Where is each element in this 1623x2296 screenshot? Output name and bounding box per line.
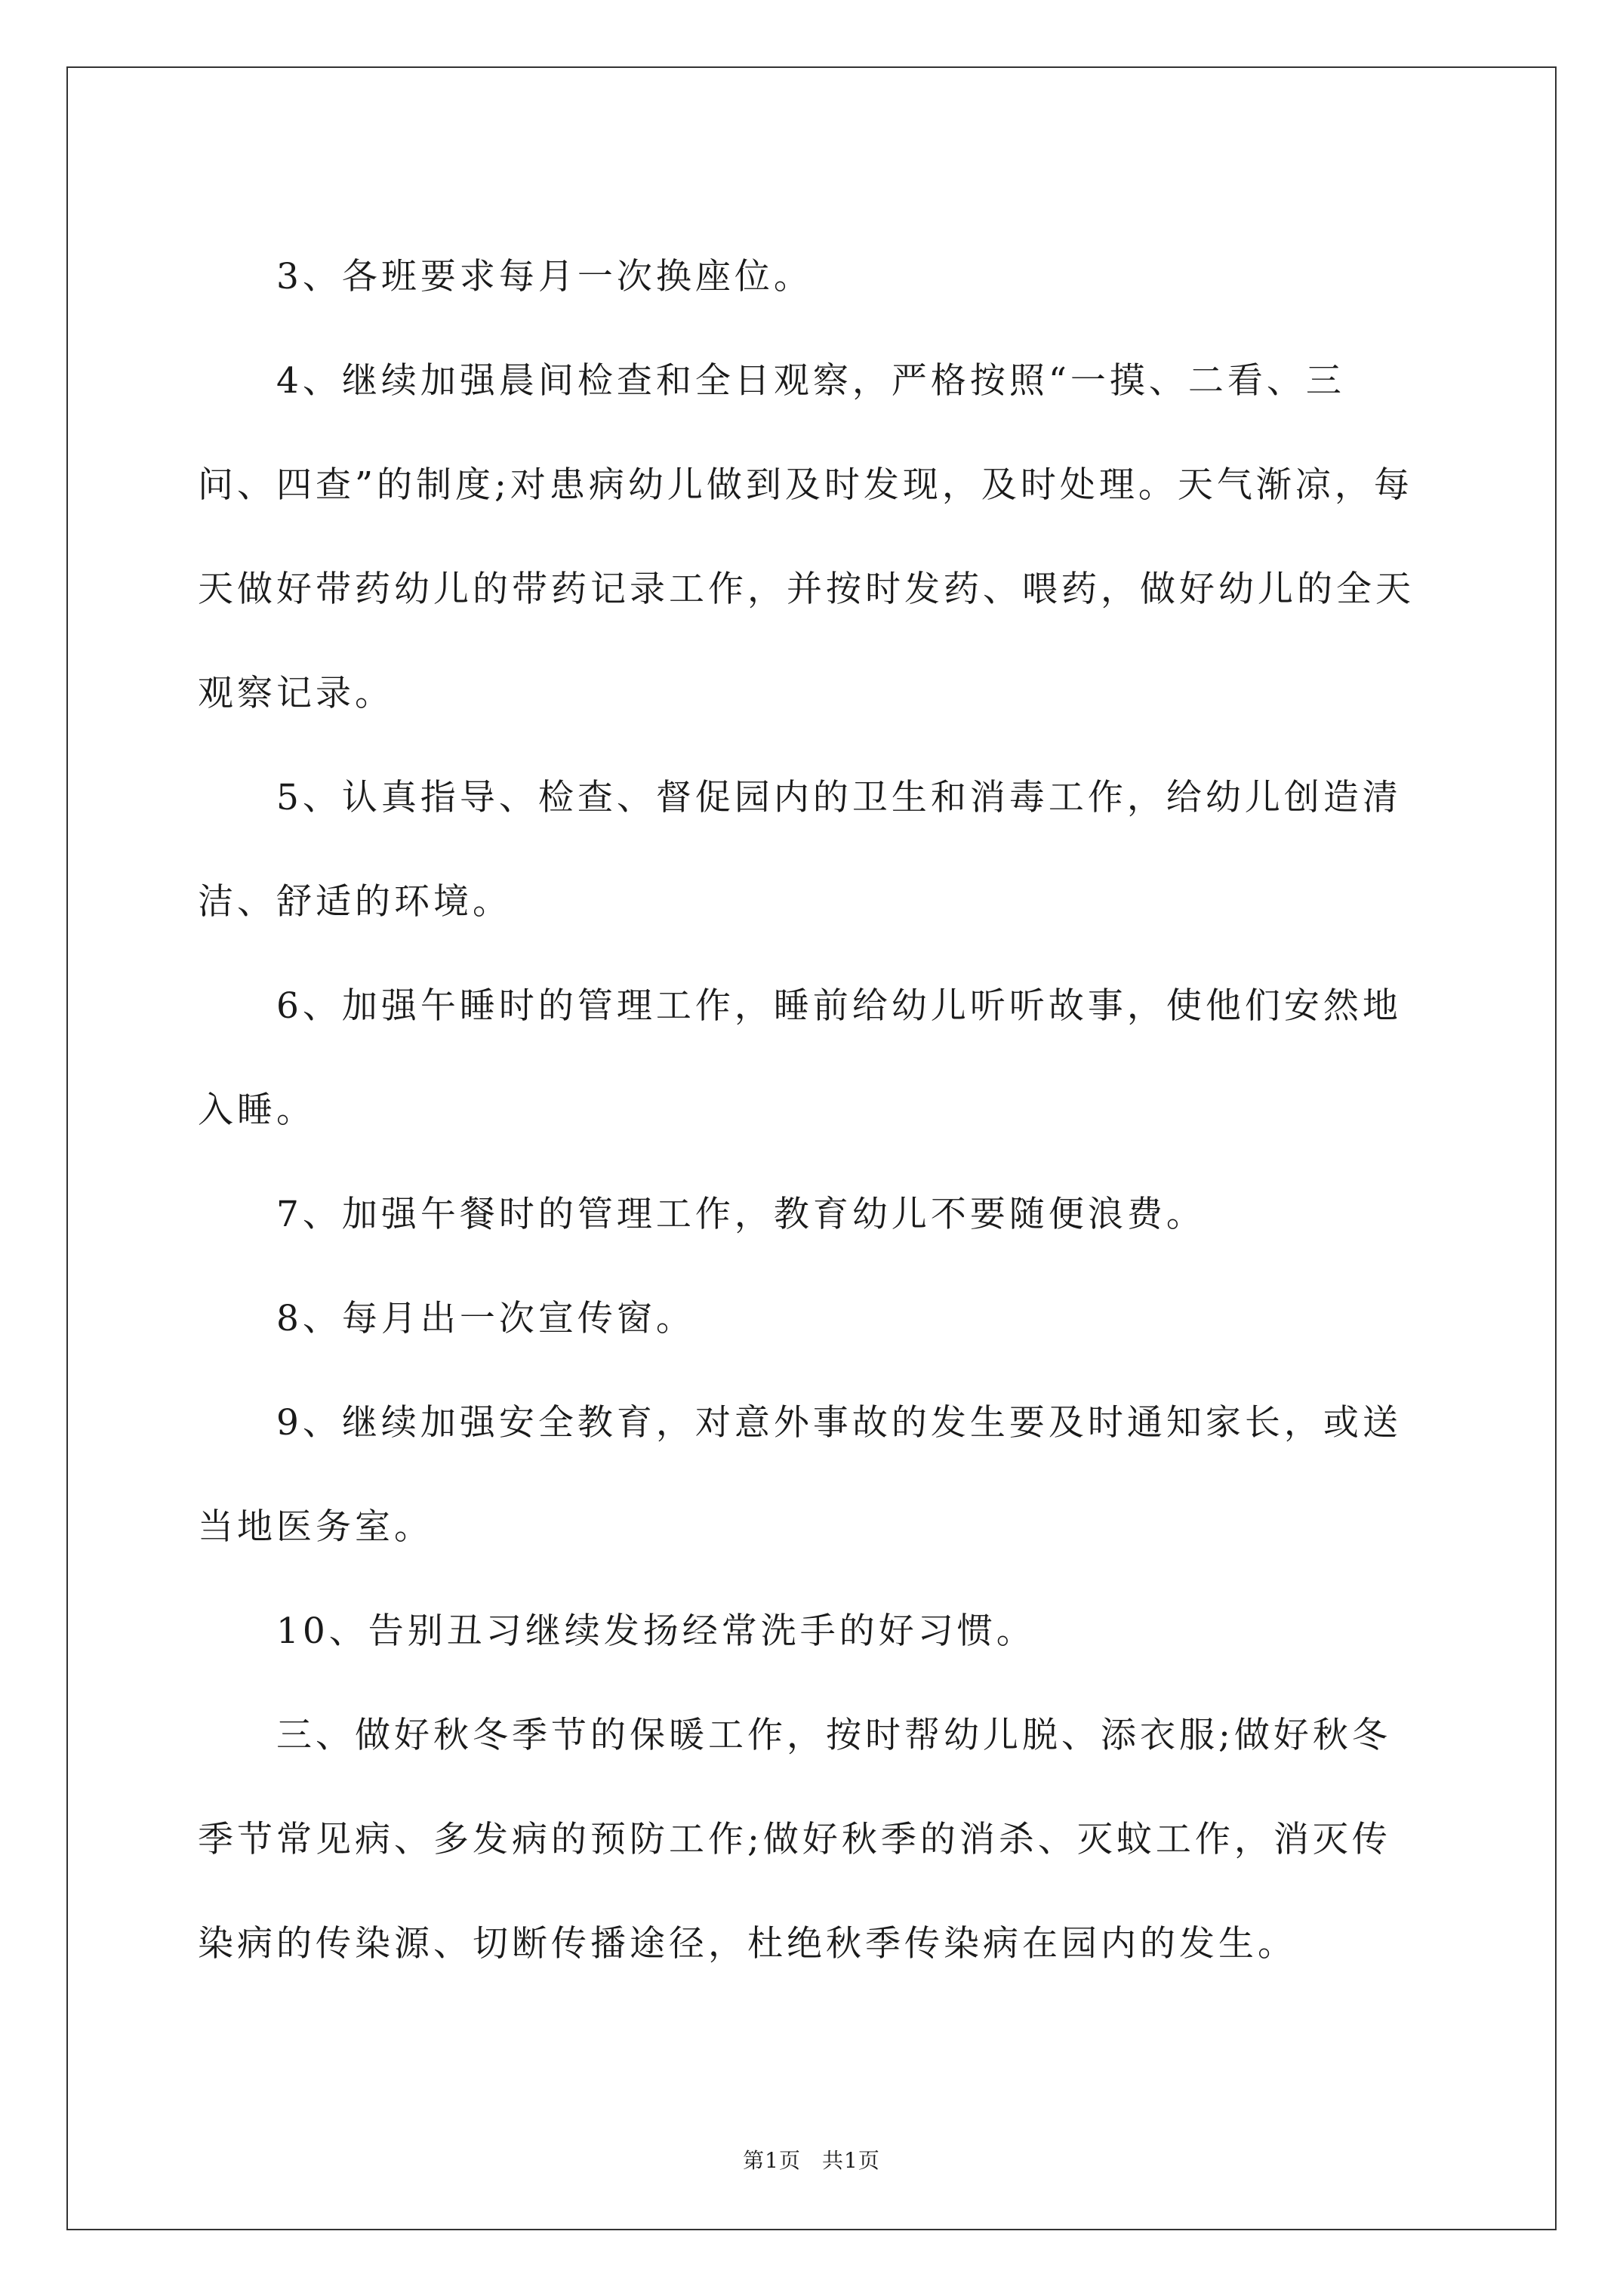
page-number: 第1页 bbox=[743, 2148, 801, 2173]
paragraph-item-10: 10、告别丑习继续发扬经常洗手的好习惯。 bbox=[276, 1610, 1036, 1652]
paragraph-item-3: 3、各班要求每月一次换座位。 bbox=[276, 256, 813, 297]
page-total: 共1页 bbox=[822, 2148, 880, 2173]
paragraph-section-3: 三、做好秋冬季节的保暖工作，按时帮幼儿脱、添衣服;做好秋冬季节常见病、多发病的预防工作;做好秋季的消杀、灭蚊工作，消灭传染病的传染源、切断传播途径，杜绝秋季传染病在园内的发生。 bbox=[198, 1715, 1391, 1965]
document-body bbox=[198, 225, 1421, 1996]
paragraph-item-6: 6、加强午睡时的管理工作，睡前给幼儿听听故事，使他们安然地入睡。 bbox=[198, 985, 1402, 1131]
paragraph-item-9: 9、继续加强安全教育，对意外事故的发生要及时通知家长，或送当地医务室。 bbox=[198, 1402, 1402, 1548]
paragraph-item-5: 5、认真指导、检查、督促园内的卫生和消毒工作，给幼儿创造清洁、舒适的环境。 bbox=[198, 777, 1402, 923]
page-footer bbox=[0, 2144, 1623, 2174]
paragraph-item-8: 8、每月出一次宣传窗。 bbox=[276, 1298, 695, 1339]
paragraph-item-7: 7、加强午餐时的管理工作，教育幼儿不要随便浪费。 bbox=[276, 1194, 1206, 1235]
paragraph-item-4: 4、继续加强晨间检查和全日观察，严格按照“一摸、二看、三问、四查”的制度;对患病幼儿做到及时发现，及时处理。天气渐凉，每天做好带药幼儿的带药记录工作，并按时发药、喂药，做好幼儿的全天观察记录。 bbox=[198, 360, 1415, 714]
